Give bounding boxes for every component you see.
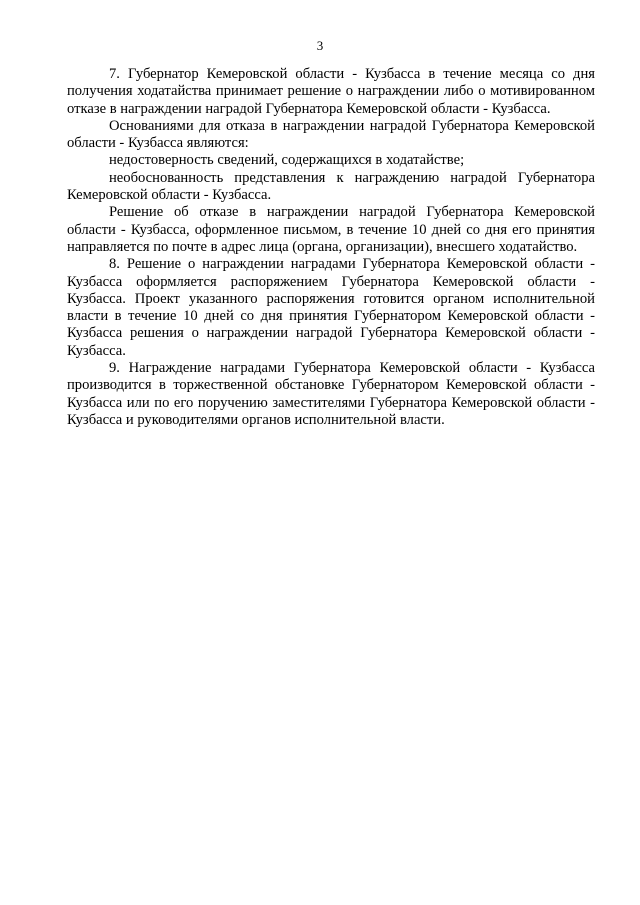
document-body <box>67 66 595 429</box>
paragraph-refusal-grounds-intro: Основаниями для отказа в награждении наградой Губернатора Кемеровской области - Кузбасса являются: <box>67 117 595 152</box>
paragraph-8-award-order: 8. Решение о награждении наградами Губернатора Кемеровской области - Кузбасса оформляется распоряжением Губернатора Кемеровской области - Кузбасса. Проект указанного распоряжения готовится органом исполнительной власти в течение 10 дней со дня принятия Губернатором Кемеровской области - Кузбасса решения о награждении наградой Губернатора Кемеровской области - Кузбасса. <box>67 256 595 359</box>
paragraph-refusal-notification: Решение об отказе в награждении наградой Губернатора Кемеровской области - Кузбасса, оформленное письмом, в течение 10 дней со дня его принятия направляется по почте в адрес лица (органа, организации), внесшего ходатайство. <box>67 204 595 255</box>
paragraph-7-decision-deadline: 7. Губернатор Кемеровской области - Кузбасса в течение месяца со дня получения ходатайства принимает решение о награждении либо о мотивированном отказе в награждении наградой Губернатора Кемеровской области - Кузбасса. <box>67 66 595 117</box>
paragraph-refusal-ground-inaccuracy: недостоверность сведений, содержащихся в ходатайстве; <box>109 152 465 169</box>
paragraph-refusal-ground-unfounded: необоснованность представления к награждению наградой Губернатора Кемеровской области - Кузбасса. <box>67 169 595 204</box>
paragraph-9-award-ceremony: 9. Награждение наградами Губернатора Кемеровской области - Кузбасса производится в торжественной обстановке Губернатором Кемеровской области - Кузбасса или по его поручению заместителями Губернатора Кемеровской области - Кузбасса и руководителями органов исполнительной власти. <box>67 360 595 428</box>
page-number: 3 <box>316 38 324 53</box>
